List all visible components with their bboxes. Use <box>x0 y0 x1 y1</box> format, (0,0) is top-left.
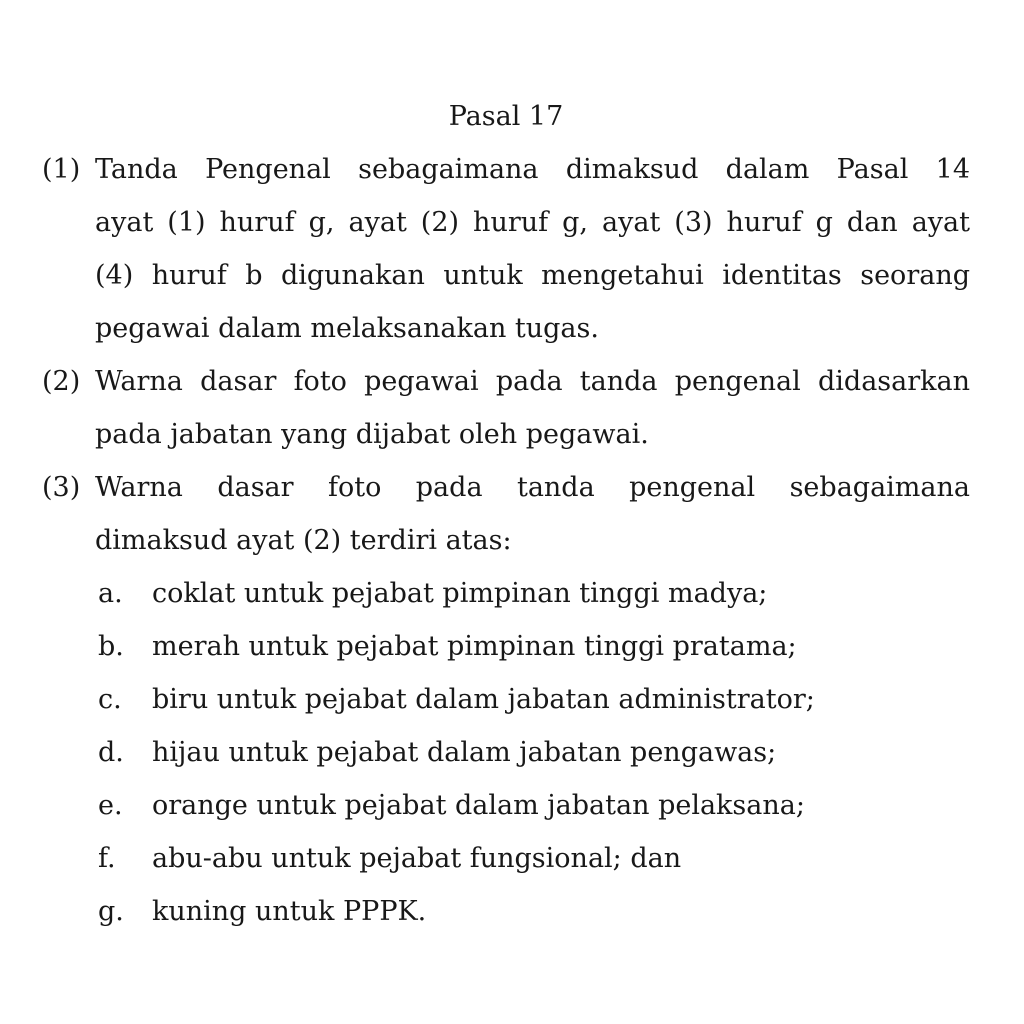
clause-1-line-2: ayat (1) huruf g, ayat (2) huruf g, ayat (3) huruf g dan ayat <box>95 207 970 238</box>
clause-1-line-1: Tanda Pengenal sebagaimana dimaksud dalam Pasal 14 <box>95 154 970 185</box>
color-sub-list <box>98 567 970 938</box>
sub-item-d <box>98 726 970 779</box>
sub-item-a-letter: a. <box>98 578 123 609</box>
clause-3 <box>42 461 970 938</box>
clause-2-paragraph <box>95 355 970 461</box>
clause-3-line-1: Warna dasar foto pada tanda pengenal sebagaimana <box>95 472 970 503</box>
sub-item-c-text: biru untuk pejabat dalam jabatan administrator; <box>152 684 815 715</box>
sub-item-b-text: merah untuk pejabat pimpinan tinggi pratama; <box>152 631 797 662</box>
clause-2-line-1: Warna dasar foto pegawai pada tanda pengenal didasarkan <box>95 366 970 397</box>
sub-item-b-letter: b. <box>98 631 124 662</box>
clause-3-number: (3) <box>42 472 81 503</box>
clause-1-paragraph <box>95 143 970 355</box>
article-title: Pasal 17 <box>448 101 564 132</box>
sub-item-c-letter: c. <box>98 684 122 715</box>
sub-item-g <box>98 885 970 938</box>
sub-item-e-text: orange untuk pejabat dalam jabatan pelaksana; <box>152 790 805 821</box>
sub-item-c <box>98 673 970 726</box>
clause-1-line-4: pegawai dalam melaksanakan tugas. <box>95 313 599 344</box>
clause-1-number: (1) <box>42 154 81 185</box>
clause-2-number: (2) <box>42 366 81 397</box>
clause-2 <box>42 355 970 461</box>
sub-item-f <box>98 832 970 885</box>
clause-3-paragraph <box>95 461 970 567</box>
clause-2-line-2: pada jabatan yang dijabat oleh pegawai. <box>95 419 649 450</box>
sub-item-d-text: hijau untuk pejabat dalam jabatan pengawas; <box>152 737 777 768</box>
sub-item-f-letter: f. <box>98 843 116 874</box>
sub-item-e <box>98 779 970 832</box>
sub-item-b <box>98 620 970 673</box>
clause-3-line-2: dimaksud ayat (2) terdiri atas: <box>95 525 512 556</box>
sub-item-e-letter: e. <box>98 790 123 821</box>
clause-1 <box>42 143 970 355</box>
sub-item-g-text: kuning untuk PPPK. <box>152 896 427 927</box>
sub-item-d-letter: d. <box>98 737 124 768</box>
sub-item-a <box>98 567 970 620</box>
clause-1-line-3: (4) huruf b digunakan untuk mengetahui identitas seorang <box>95 260 970 291</box>
sub-item-f-text: abu-abu untuk pejabat fungsional; dan <box>152 843 682 874</box>
sub-item-a-text: coklat untuk pejabat pimpinan tinggi madya; <box>152 578 768 609</box>
sub-item-g-letter: g. <box>98 896 124 927</box>
